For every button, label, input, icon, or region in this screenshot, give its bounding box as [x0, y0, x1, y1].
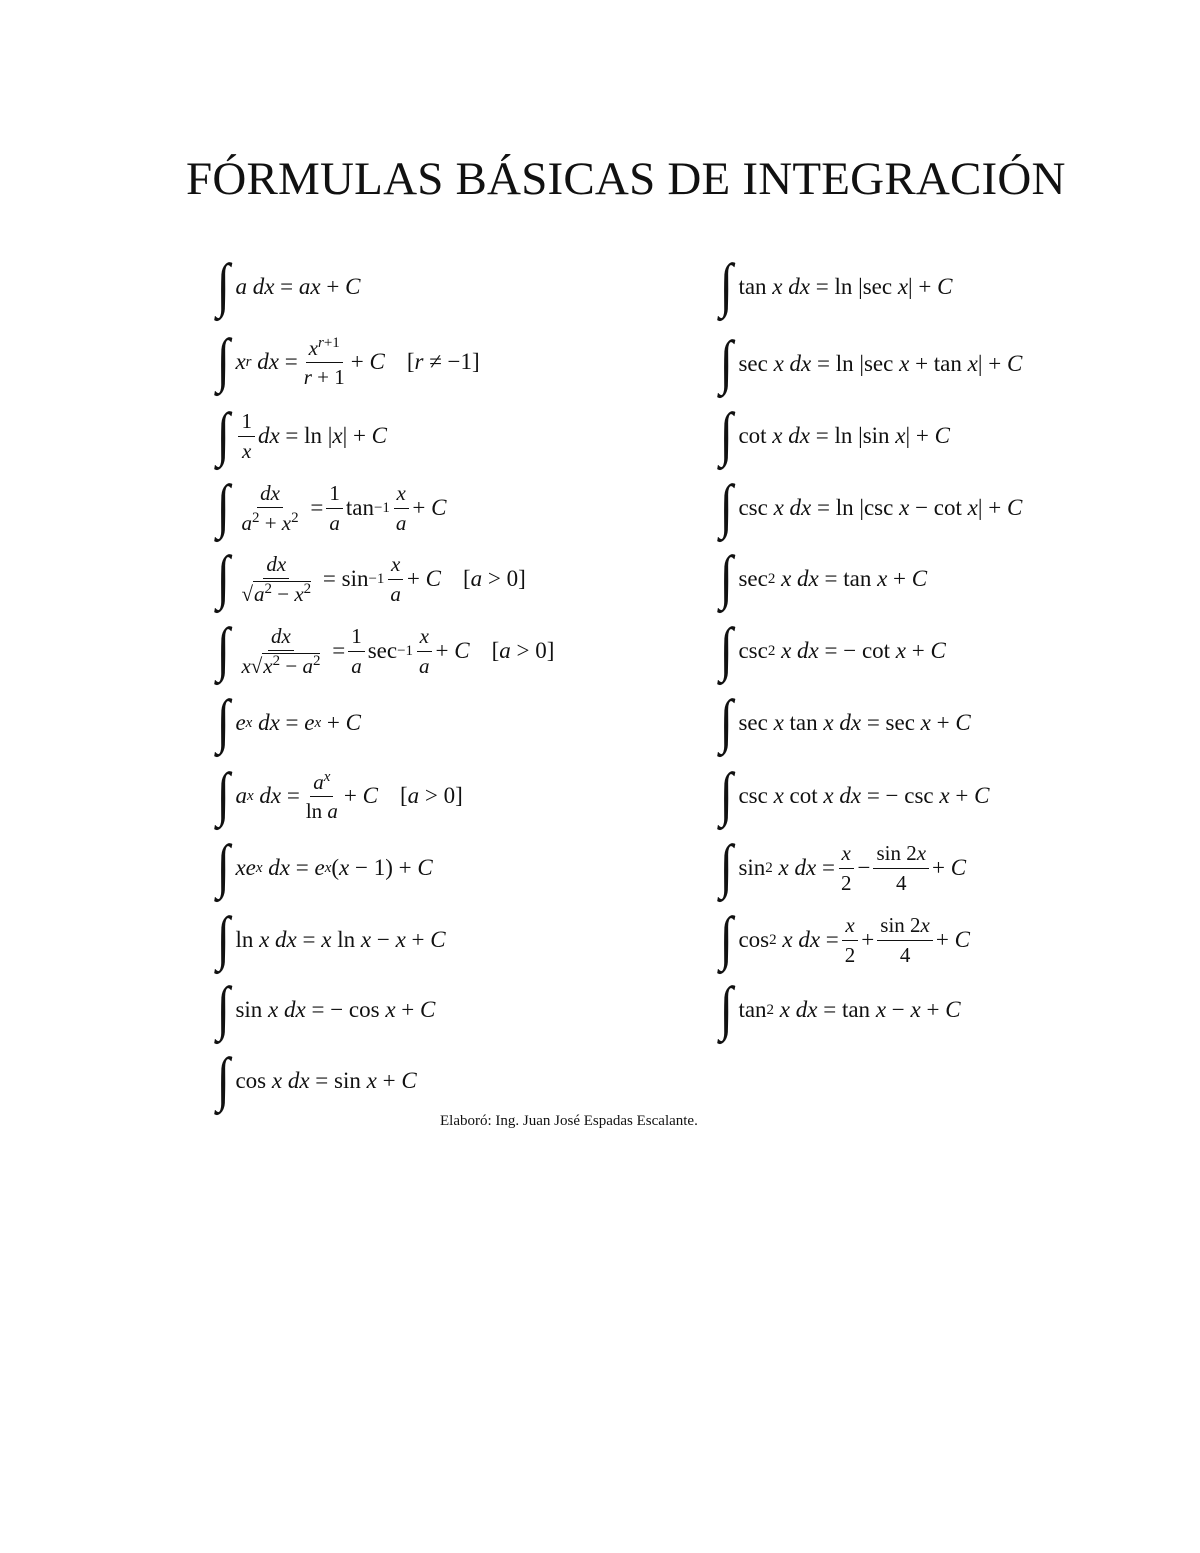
formula-cosine-squared: ∫ cos 2 x dx = $\frac{x}{2}$ + $\frac{\sin 2x}{4}$ + C: [719, 905, 970, 971]
page-title: FÓRMULAS BÁSICAS DE INTEGRACIÓN: [186, 153, 1066, 205]
formula-tangent-squared: ∫ tan 2 x dx = tan x − x + C: [719, 975, 961, 1041]
integral-sign-icon: ∫: [719, 473, 733, 539]
integral-sign-icon: ∫: [216, 833, 230, 899]
formula-tangent: ∫ tan x dx = ln |sec x | + C: [719, 252, 953, 318]
formula-secant-squared: ∫ sec 2 x dx = tan x + C: [719, 544, 928, 610]
formula-arctan: ∫ $\frac{dx}{a^2 + x^2}$ = $\frac{1}{a}$ tan −1 $\frac{x}{a}$ + C: [216, 473, 447, 539]
integral-sign-icon: ∫: [216, 905, 230, 971]
integral-sign-icon: ∫: [216, 975, 230, 1041]
integral-sign-icon: ∫: [719, 616, 733, 682]
integral-sign-icon: ∫: [216, 252, 230, 318]
integral-sign-icon: ∫: [719, 905, 733, 971]
integral-sign-icon: ∫: [719, 544, 733, 610]
formula-csc-cot: ∫ csc x cot x dx = − csc x + C: [719, 761, 990, 827]
formula-cosecant-squared: ∫ csc 2 x dx = − cot x + C: [719, 616, 946, 682]
formula-logarithm: ∫ ln x dx = x ln x − x + C: [216, 905, 446, 971]
integral-sign-icon: ∫: [216, 544, 230, 610]
formula-sine-squared: ∫ sin 2 x dx = $\frac{x}{2}$ − $\frac{\sin 2x}{4}$ + C: [719, 833, 967, 899]
formula-sine: ∫ sin x dx = − cos x + C: [216, 975, 436, 1041]
formula-x-exponential: ∫ xe x dx = e x ( x − 1) + C: [216, 833, 433, 899]
integral-sign-icon: ∫: [719, 401, 733, 467]
formula-sec-tan: ∫ sec x tan x dx = sec x + C: [719, 688, 971, 754]
integral-sign-icon: ∫: [216, 616, 230, 682]
integral-sign-icon: ∫: [719, 833, 733, 899]
integral-sign-icon: ∫: [719, 975, 733, 1041]
integral-sign-icon: ∫: [216, 1046, 230, 1112]
formula-cotangent: ∫ cot x dx = ln |sin x | + C: [719, 401, 950, 467]
integral-sign-icon: ∫: [216, 761, 230, 827]
integral-sign-icon: ∫: [216, 688, 230, 754]
integral-sign-icon: ∫: [216, 473, 230, 539]
formula-secant: ∫ sec x dx = ln |sec x + tan x | + C: [719, 329, 1023, 395]
integral-sign-icon: ∫: [216, 401, 230, 467]
formula-constant: ∫ a dx = ax + C: [216, 252, 361, 318]
formula-general-exponential: ∫ a x dx = $\frac{a^x}{\text{ln a}}$ + C [ a > 0]: [216, 761, 463, 827]
integral-sign-icon: ∫: [719, 252, 733, 318]
formula-arcsin: ∫ $\frac{dx}{√a^2 - x^2}$ = sin −1 $\frac{x}{a}$ + C [ a > 0]: [216, 544, 526, 610]
integral-sign-icon: ∫: [719, 688, 733, 754]
formula-cosine: ∫ cos x dx = sin x + C: [216, 1046, 417, 1112]
formula-exponential: ∫ e x dx = e x + C: [216, 688, 361, 754]
formula-arcsec: ∫ $\frac{dx}{x√x^2 - a^2}$ = $\frac{1}{a}$ sec −1 $\frac{x}{a}$ + C [ a > 0]: [216, 616, 555, 682]
formula-power-rule: ∫ x r dx = $\frac{x^{r+1}}{r + 1}$ + C [ r ≠ −1]: [216, 327, 480, 393]
author-credit: Elaboró: Ing. Juan José Espadas Escalante.: [440, 1113, 698, 1129]
formula-reciprocal: ∫ $\frac{1}{x}$ dx = ln | x | + C: [216, 401, 388, 467]
integral-sign-icon: ∫: [719, 329, 733, 395]
formula-cosecant: ∫ csc x dx = ln |csc x − cot x | + C: [719, 473, 1023, 539]
integral-sign-icon: ∫: [719, 761, 733, 827]
integral-sign-icon: ∫: [216, 327, 230, 393]
